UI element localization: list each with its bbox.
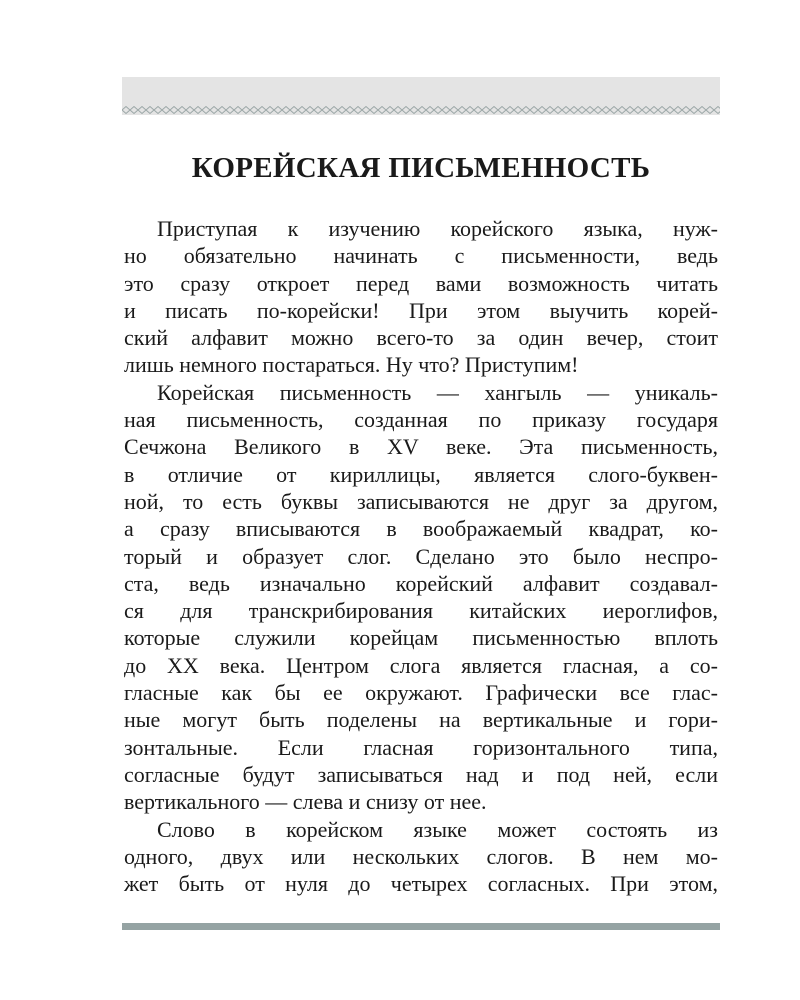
text-line: ные могут быть поделены на вертикальные и гори-	[124, 707, 718, 733]
text-line: торый и образует слог. Сделано это было неспро-	[124, 543, 718, 569]
text-line: а сразу вписываются в воображаемый квадрат, ко-	[124, 516, 718, 542]
body-text	[124, 215, 718, 897]
text-line: согласные будут записываться над и под ней, если	[124, 761, 718, 787]
text-line: лишь немного постараться. Ну что? Приступим!	[124, 352, 579, 378]
page-title: КОРЕЙСКАЯ ПИСЬМЕННОСТЬ	[191, 152, 651, 184]
text-line: зонтальные. Если гласная горизонтального типа,	[124, 734, 718, 760]
paragraph	[124, 379, 718, 816]
text-line: Слово в корейском языке может состоять из	[157, 816, 718, 842]
text-line: и писать по-корейски! При этом выучить корей-	[124, 297, 718, 323]
text-line: вертикального — слева и снизу от нее.	[124, 789, 487, 815]
text-line: ной, то есть буквы записываются не друг за другом,	[124, 488, 718, 514]
text-line: жет быть от нуля до четырех согласных. При этом,	[124, 871, 718, 897]
text-line: это сразу откроет перед вами возможность читать	[124, 270, 718, 296]
text-line: ста, ведь изначально корейский алфавит создавал-	[124, 570, 718, 596]
text-line: до XX века. Центром слога является гласная, а со-	[124, 652, 718, 678]
header-ornament	[122, 105, 720, 115]
text-line: ся для транскрибирования китайских иероглифов,	[124, 598, 718, 624]
text-line: гласные как бы ее окружают. Графически все глас-	[124, 680, 718, 706]
text-line: Корейская письменность — хангыль — уникаль-	[157, 379, 718, 405]
text-line: которые служили корейцам письменностью вплоть	[124, 625, 718, 651]
paragraph	[124, 215, 718, 379]
header-band	[122, 77, 720, 115]
text-line: ский алфавит можно всего-то за один вечер, стоит	[124, 325, 718, 351]
text-line: Приступая к изучению корейского языка, нуж-	[157, 216, 718, 241]
text-line: но обязательно начинать с письменности, ведь	[124, 243, 718, 269]
paragraph	[124, 816, 718, 898]
text-line: ная письменность, созданная по приказу государя	[124, 407, 718, 433]
text-line: одного, двух или нескольких слогов. В нем мо-	[124, 843, 718, 869]
footer-rule	[122, 923, 720, 930]
text-line: Сечжона Великого в XV веке. Эта письменность,	[124, 434, 718, 460]
text-line: в отличие от кириллицы, является слого-буквен-	[124, 461, 718, 487]
